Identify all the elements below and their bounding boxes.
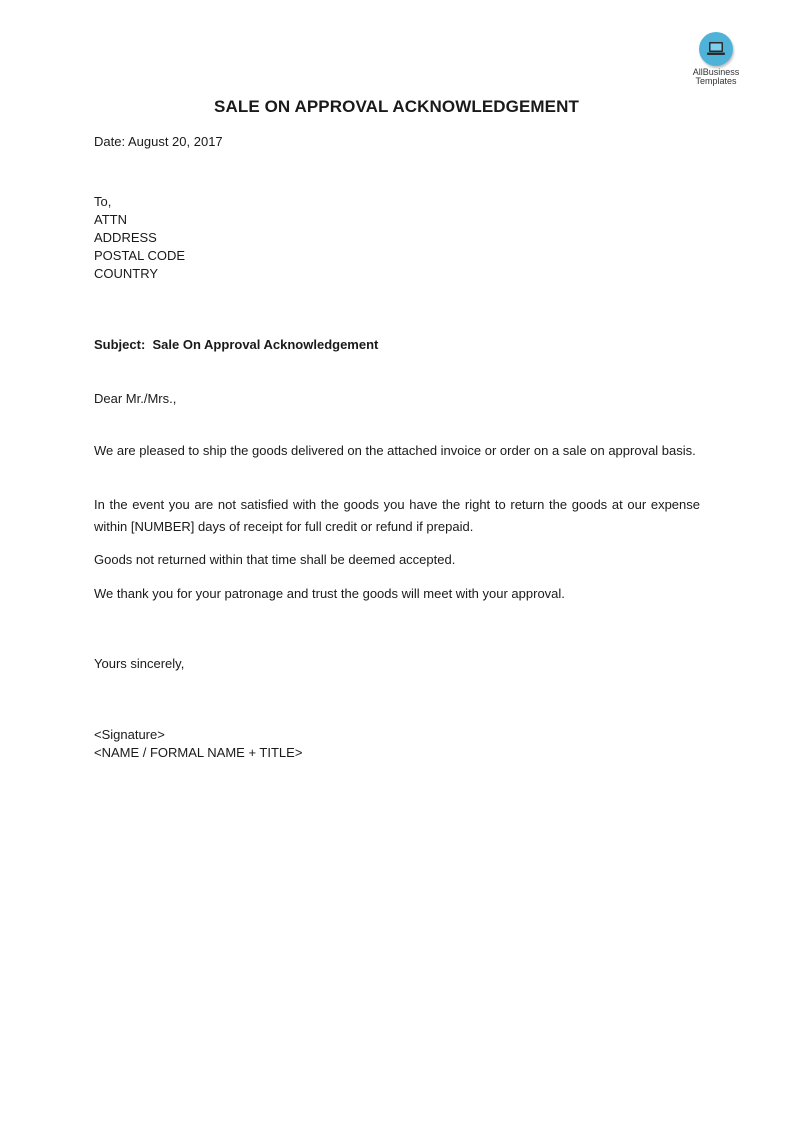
body-paragraph-4: We thank you for your patronage and trust the goods will meet with your approval. xyxy=(94,586,565,601)
body-paragraph-1: We are pleased to ship the goods delivered on the attached invoice or order on a sale on approval basis. xyxy=(94,443,696,458)
laptop-icon xyxy=(706,41,726,57)
recipient-to: To, xyxy=(94,194,112,209)
recipient-country: COUNTRY xyxy=(94,266,159,281)
logo-text-line2: Templates xyxy=(695,76,737,86)
recipient-postal-code: POSTAL CODE xyxy=(94,248,186,263)
body-paragraph-3: Goods not returned within that time shall be deemed accepted. xyxy=(94,552,456,567)
logo-badge xyxy=(699,32,733,66)
salutation: Dear Mr./Mrs., xyxy=(94,391,177,406)
recipient-attn: ATTN xyxy=(94,212,127,227)
body-paragraph-2: In the event you are not satisfied with the goods you have the right to return the goods at our expense within [NUMBER] days of receipt for full credit or refund if prepaid. xyxy=(94,497,700,534)
signature-placeholder: <Signature> xyxy=(94,727,165,742)
closing: Yours sincerely, xyxy=(94,656,185,671)
subject-line: Subject: Sale On Approval Acknowledgement xyxy=(94,337,379,352)
date-line: Date: August 20, 2017 xyxy=(94,134,223,149)
recipient-address: ADDRESS xyxy=(94,230,157,245)
logo-text-line1: AllBusiness xyxy=(692,67,740,77)
allbusiness-logo xyxy=(684,32,748,86)
document-title: SALE ON APPROVAL ACKNOWLEDGEMENT xyxy=(214,97,579,116)
name-title-placeholder: <NAME / FORMAL NAME + TITLE> xyxy=(94,745,303,760)
